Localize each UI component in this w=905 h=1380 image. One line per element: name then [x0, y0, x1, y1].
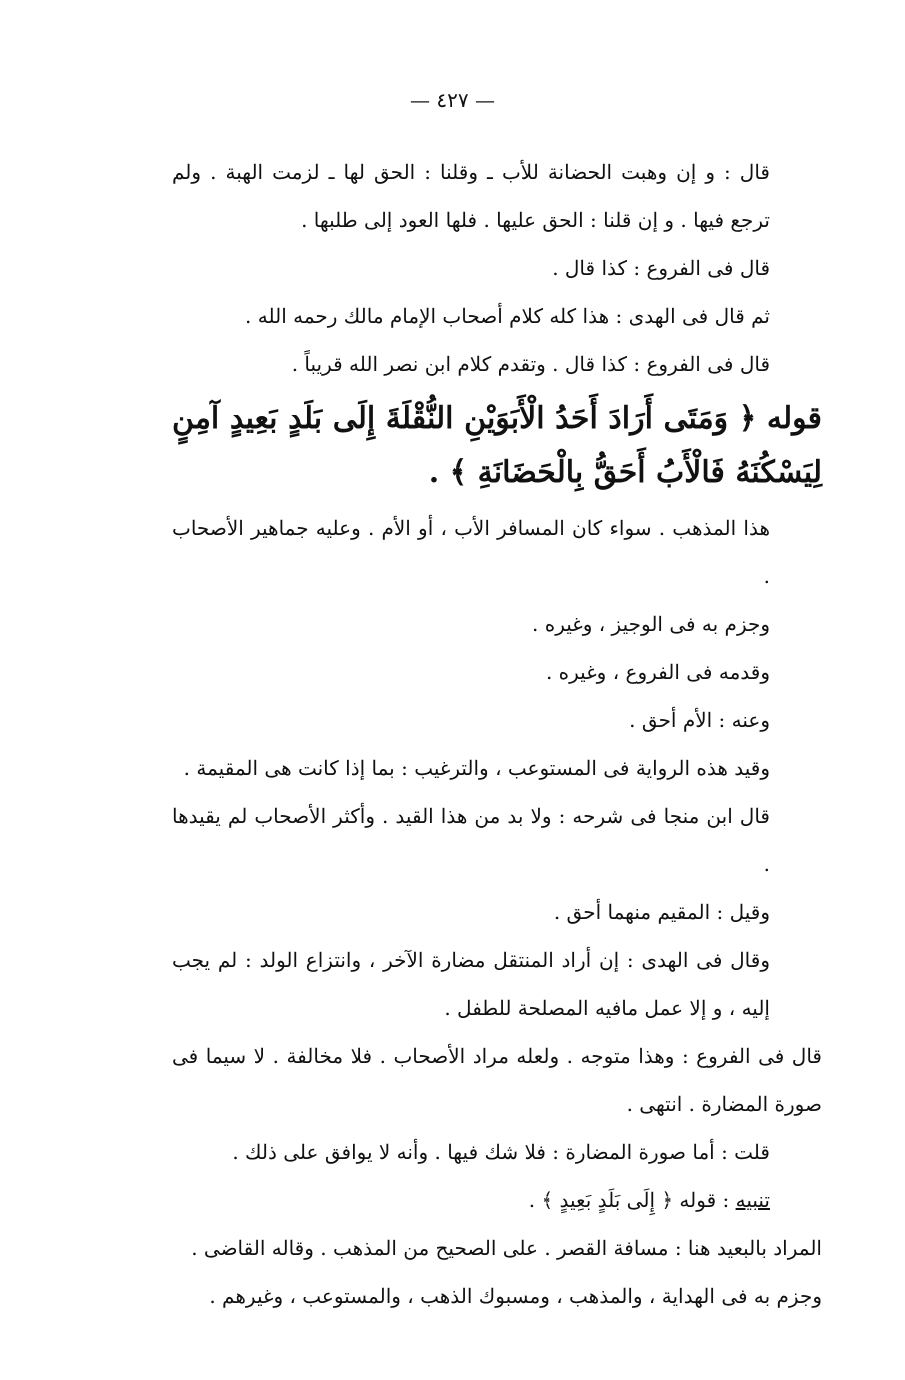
paragraph: وعنه : الأم أحق .	[629, 708, 770, 732]
paragraph: قال فى الفروع : كذا قال .	[552, 256, 770, 280]
page-number: — ٤٢٧ —	[410, 88, 495, 112]
paragraph: قلت : أما صورة المضارة : فلا شك فيها . وأنه لا يوافق على ذلك .	[232, 1140, 770, 1164]
paragraph: وقيد هذه الرواية فى المستوعب ، والترغيب : بما إذا كانت هى المقيمة .	[183, 756, 770, 780]
paragraph: وجزم به فى الوجيز ، وغيره .	[532, 612, 770, 636]
tanbih-heading	[172, 1176, 822, 1224]
tanbih-rest: : قوله ﴿ إِلَى بَلَدٍ بَعِيدٍ ﴾ .	[528, 1188, 736, 1212]
paragraph: قال فى الفروع : وهذا متوجه . ولعله مراد الأصحاب . فلا مخالفة . لا سيما فى صورة المضارة . انتهى .	[172, 1044, 822, 1116]
paragraph: قال : و إن وهبت الحضانة للأب ـ وقلنا : الحق لها ـ لزمت الهبة . ولم ترجع فيها . و إن قلنا : الحق عليها . فلها العود إلى طلبها .	[172, 160, 770, 232]
paragraph: وجزم به فى الهداية ، والمذهب ، ومسبوك الذهب ، والمستوعب ، وغيرهم .	[209, 1284, 822, 1308]
paragraph: ثم قال فى الهدى : هذا كله كلام أصحاب الإمام مالك رحمه الله .	[245, 304, 770, 328]
tanbih-label: تنبيه	[735, 1188, 770, 1212]
paragraph: المراد بالبعيد هنا : مسافة القصر . على الصحيح من المذهب . وقاله القاضى .	[191, 1236, 822, 1260]
paragraph: قال فى الفروع : كذا قال . وتقدم كلام ابن نصر الله قريباً .	[291, 352, 770, 376]
paragraph: وقال فى الهدى : إن أراد المنتقل مضارة الآخر ، وانتزاع الولد : لم يجب إليه ، و إلا عمل مافيه المصلحة للطفل .	[172, 948, 770, 1020]
paragraph: وقدمه فى الفروع ، وغيره .	[545, 660, 770, 684]
paragraph: وقيل : المقيم منهما أحق .	[553, 900, 770, 924]
main-text	[172, 148, 822, 1320]
paragraph: هذا المذهب . سواء كان المسافر الأب ، أو الأم . وعليه جماهير الأصحاب .	[172, 516, 770, 588]
paragraph: قال ابن منجا فى شرحه : ولا بد من هذا القيد . وأكثر الأصحاب لم يقيدها .	[172, 804, 770, 876]
quoted-matn: قوله ﴿ وَمَتَى أَرَادَ أَحَدُ الْأَبَوَيْنِ النُّقْلَةَ إِلَى بَلَدٍ بَعِيدٍ آمِنٍ لِيَسْكُنَهُ فَالْأَبُ أَحَقُّ بِالْحَضَانَةِ ﴾ .	[172, 401, 822, 490]
